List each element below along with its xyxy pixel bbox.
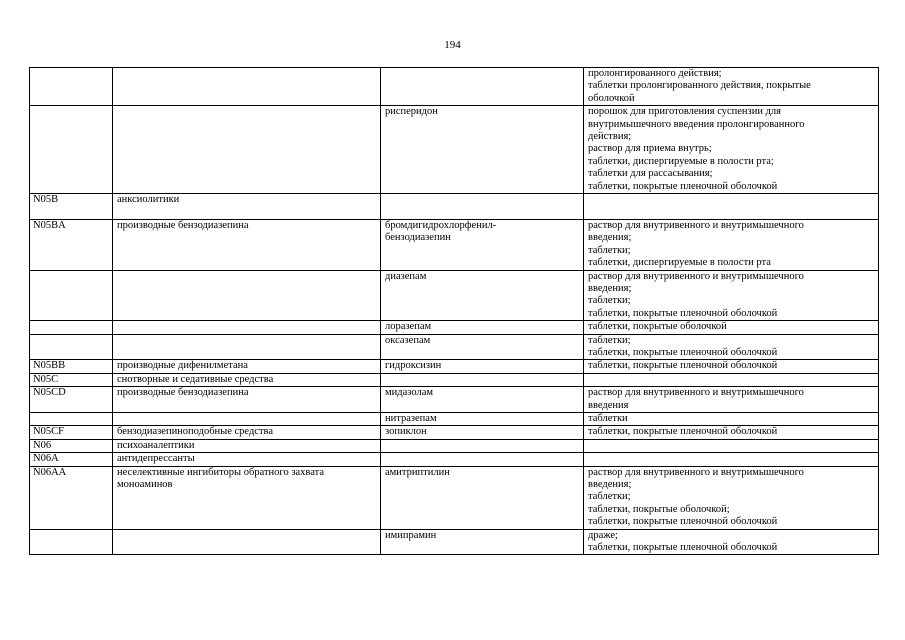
dosage-form-line: таблетки, покрытые пленочной оболочкой	[588, 360, 778, 372]
dosage-forms	[584, 360, 879, 373]
atc-code	[30, 321, 113, 334]
dosage-form-line: раствор для приема внутрь;	[588, 143, 712, 155]
atc-group: снотворные и седативные средства	[113, 373, 381, 386]
dosage-form-line: внутримышечного введения пролонгированного	[588, 118, 805, 130]
page-number: 194	[444, 39, 461, 51]
atc-code: N05CF	[30, 426, 113, 439]
atc-group	[113, 68, 381, 106]
drug-name-line: бензодиазепин	[385, 232, 451, 244]
table-row	[30, 453, 879, 466]
drug-name	[381, 68, 584, 106]
dosage-form-line: действия;	[588, 131, 632, 143]
atc-code	[30, 334, 113, 360]
drug-name	[381, 373, 584, 386]
table-row	[30, 412, 879, 425]
atc-group	[113, 321, 381, 334]
dosage-form-line: введения;	[588, 282, 632, 294]
atc-group: производные бензодиазепина	[113, 219, 381, 270]
dosage-form-line: таблетки пролонгированного действия, покрытые	[588, 80, 811, 92]
dosage-forms	[584, 106, 879, 194]
drug-name: нитразепам	[381, 412, 584, 425]
atc-code	[30, 529, 113, 555]
dosage-forms	[584, 373, 879, 386]
drug-name	[381, 219, 584, 270]
table-row	[30, 373, 879, 386]
dosage-form-line: оболочкой	[588, 92, 635, 104]
table-row	[30, 194, 879, 220]
dosage-forms	[584, 529, 879, 555]
dosage-form-line	[588, 194, 874, 206]
dosage-form-line: введения	[588, 399, 629, 411]
dosage-form-line: таблетки;	[588, 334, 631, 346]
atc-code	[30, 68, 113, 106]
dosage-form-line: порошок для приготовления суспензии для	[588, 106, 781, 118]
drug-name: имипрамин	[381, 529, 584, 555]
dosage-form-line: таблетки, покрытые пленочной оболочкой	[588, 346, 778, 358]
atc-group	[113, 412, 381, 425]
dosage-forms	[584, 270, 879, 321]
dosage-forms	[584, 439, 879, 452]
drug-name: диазепам	[381, 270, 584, 321]
dosage-form-line	[588, 453, 874, 465]
drug-name: оксазепам	[381, 334, 584, 360]
drug-name: амитриптилин	[381, 466, 584, 529]
dosage-form-line: таблетки, покрытые пленочной оболочкой	[588, 516, 778, 528]
drug-name	[381, 194, 584, 220]
dosage-form-line: таблетки, диспергируемые в полости рта	[588, 257, 771, 269]
dosage-form-line: раствор для внутривенного и внутримышечного	[588, 219, 804, 231]
atc-group	[113, 334, 381, 360]
table-row	[30, 387, 879, 413]
drug-name: мидазолам	[381, 387, 584, 413]
dosage-form-line	[588, 374, 874, 386]
atc-group: анксиолитики	[113, 194, 381, 220]
table-row	[30, 439, 879, 452]
atc-group: производные бензодиазепина	[113, 387, 381, 413]
dosage-forms	[584, 321, 879, 334]
atc-group: производные дифенилметана	[113, 360, 381, 373]
table-row	[30, 270, 879, 321]
table-row	[30, 426, 879, 439]
dosage-form-line: таблетки;	[588, 491, 631, 503]
dosage-form-line: таблетки для рассасывания;	[588, 168, 713, 180]
atc-code	[30, 270, 113, 321]
atc-group: антидепрессанты	[113, 453, 381, 466]
drug-name: рисперидон	[381, 106, 584, 194]
dosage-form-line	[588, 206, 874, 218]
drug-name	[381, 453, 584, 466]
atc-group	[113, 106, 381, 194]
dosage-form-line: введения;	[588, 479, 632, 490]
atc-code: N05CD	[30, 387, 113, 413]
dosage-form-line: таблетки, покрытые пленочной оболочкой	[588, 426, 778, 438]
table-row	[30, 466, 879, 529]
table-row	[30, 334, 879, 360]
dosage-form-line: таблетки;	[588, 295, 631, 307]
atc-code: N05BA	[30, 219, 113, 270]
atc-code: N06	[30, 439, 113, 452]
dosage-form-line: таблетки, покрытые оболочкой;	[588, 503, 730, 515]
drug-name: зопиклон	[381, 426, 584, 439]
dosage-form-line: раствор для внутривенного и внутримышечного	[588, 270, 804, 282]
dosage-form-line: раствор для внутривенного и внутримышечного	[588, 466, 804, 478]
dosage-forms	[584, 334, 879, 360]
dosage-form-line: таблетки, покрытые пленочной оболочкой	[588, 542, 778, 554]
dosage-form-line: таблетки, покрытые пленочной оболочкой	[588, 307, 778, 319]
dosage-forms	[584, 466, 879, 529]
drug-name	[381, 439, 584, 452]
dosage-forms	[584, 194, 879, 220]
drug-name: лоразепам	[381, 321, 584, 334]
table-body	[30, 68, 879, 555]
dosage-form-line: таблетки, покрытые оболочкой	[588, 321, 727, 333]
dosage-form-line: раствор для внутривенного и внутримышечного	[588, 387, 804, 399]
dosage-form-line: таблетки, диспергируемые в полости рта;	[588, 155, 774, 167]
table-row	[30, 68, 879, 106]
dosage-form-line	[588, 440, 874, 452]
atc-code: N05C	[30, 373, 113, 386]
atc-code	[30, 106, 113, 194]
atc-group	[113, 466, 381, 529]
atc-code: N05B	[30, 194, 113, 220]
dosage-form-line: пролонгированного действия;	[588, 68, 722, 79]
table-row	[30, 106, 879, 194]
dosage-forms	[584, 412, 879, 425]
atc-group: бензодиазепиноподобные средства	[113, 426, 381, 439]
atc-group: психоаналептики	[113, 439, 381, 452]
table-row	[30, 219, 879, 270]
atc-group-line: моноаминов	[117, 479, 173, 490]
drug-name-line: бромдигидрохлорфенил-	[385, 219, 497, 231]
dosage-form-line: таблетки	[588, 412, 628, 424]
dosage-form-line: таблетки;	[588, 244, 631, 256]
dosage-forms	[584, 219, 879, 270]
atc-group	[113, 270, 381, 321]
atc-code: N06AA	[30, 466, 113, 529]
atc-group-line: неселективные ингибиторы обратного захвата	[117, 466, 324, 478]
atc-code	[30, 412, 113, 425]
atc-code: N06A	[30, 453, 113, 466]
atc-group	[113, 529, 381, 555]
dosage-form-line: драже;	[588, 529, 618, 541]
dosage-forms	[584, 387, 879, 413]
table-row	[30, 529, 879, 555]
atc-code: N05BB	[30, 360, 113, 373]
table-row	[30, 321, 879, 334]
table-row	[30, 360, 879, 373]
dosage-form-line: таблетки, покрытые пленочной оболочкой	[588, 180, 778, 192]
dosage-form-line: введения;	[588, 232, 632, 244]
drug-name: гидроксизин	[381, 360, 584, 373]
drug-table	[29, 67, 879, 555]
dosage-forms	[584, 453, 879, 466]
dosage-forms	[584, 68, 879, 106]
dosage-forms	[584, 426, 879, 439]
